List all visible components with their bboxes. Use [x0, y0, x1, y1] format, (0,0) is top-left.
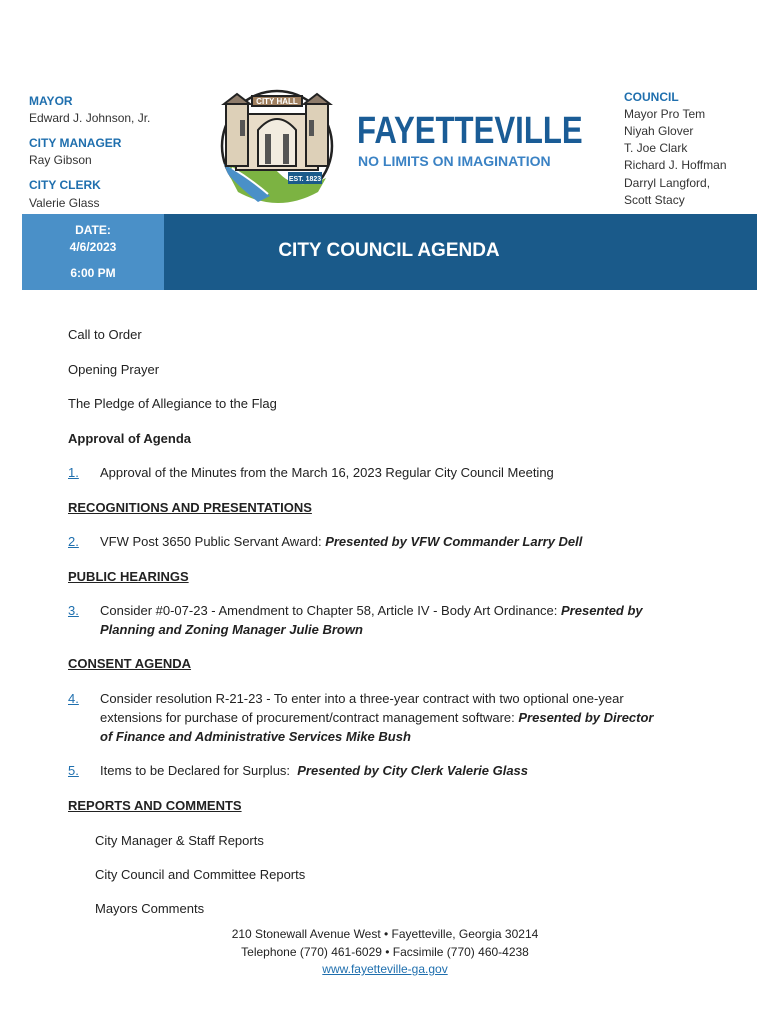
mayor-name: Edward J. Johnson, Jr.: [29, 111, 151, 125]
date-value: 4/6/2023: [69, 240, 117, 254]
report-council: City Council and Committee Reports: [95, 867, 306, 882]
page-title: CITY COUNCIL AGENDA: [278, 240, 500, 261]
footer-phone: Telephone (770) 461-6029 • Facsimile (770) 460-4238: [241, 945, 529, 959]
item-5-text: Items to be Declared for Surplus:: [100, 763, 298, 778]
section-reports: REPORTS AND COMMENTS: [68, 798, 242, 813]
item-4-line-2-text: extensions for purchase of procurement/contract management software:: [100, 710, 519, 725]
footer-website-row: [0, 962, 770, 976]
agenda-approval: Approval of Agenda: [68, 431, 192, 446]
council-member: Darryl Langford,: [624, 176, 711, 190]
city-clerk-label: CITY CLERK: [29, 178, 101, 192]
mayor-label: MAYOR: [29, 94, 73, 108]
section-consent-agenda: CONSENT AGENDA: [68, 656, 192, 671]
item-3-text: Consider #0-07-23 - Amendment to Chapter 58, Article IV - Body Art Ordinance:: [100, 603, 562, 618]
council-label: COUNCIL: [624, 90, 679, 104]
item-5-presenter: Presented by City Clerk Valerie Glass: [297, 763, 529, 778]
council-member: Scott Stacy: [624, 193, 685, 207]
item-5-link[interactable]: 5.: [68, 763, 79, 778]
council-member: T. Joe Clark: [624, 141, 688, 155]
item-3-link[interactable]: 3.: [68, 603, 79, 618]
est-text: EST. 1823: [288, 176, 322, 183]
city-clerk-name: Valerie Glass: [29, 196, 100, 210]
item-1-link[interactable]: 1.: [68, 465, 79, 480]
item-2-presenter: Presented by VFW Commander Larry Dell: [325, 534, 583, 549]
item-4-link[interactable]: 4.: [68, 691, 79, 706]
city-hall-sign-text: CITY HALL: [256, 97, 298, 106]
item-4-presenter-b: of Finance and Administrative Services Mike Bush: [100, 729, 411, 744]
report-mayor: Mayors Comments: [95, 901, 205, 916]
brand-name: FAYETTEVILLE: [357, 110, 583, 152]
time-value: 6:00 PM: [70, 266, 116, 280]
item-3: [100, 603, 643, 618]
item-3-presenter-b: Planning and Zoning Manager Julie Brown: [100, 622, 363, 637]
footer-address: 210 Stonewall Avenue West • Fayetteville, Georgia 30214: [231, 927, 539, 941]
city-hall-logo-icon: [218, 74, 336, 212]
item-4-line-2: [100, 710, 654, 725]
item-2-text: VFW Post 3650 Public Servant Award:: [100, 534, 326, 549]
city-manager-label: CITY MANAGER: [29, 136, 122, 150]
city-manager-name: Ray Gibson: [29, 153, 92, 167]
council-member: Niyah Glover: [624, 124, 694, 138]
section-recognitions: RECOGNITIONS AND PRESENTATIONS: [68, 500, 312, 515]
website-link[interactable]: www.fayetteville-ga.gov: [322, 962, 448, 976]
item-1-text: Approval of the Minutes from the March 16, 2023 Regular City Council Meeting: [100, 465, 554, 480]
agenda-pledge: The Pledge of Allegiance to the Flag: [68, 396, 277, 411]
item-4-line-1: Consider resolution R-21-23 - To enter into a three-year contract with two optional one-year: [100, 691, 624, 706]
item-3-presenter-a: Presented by: [561, 603, 643, 618]
council-member: Richard J. Hoffman: [624, 158, 727, 172]
item-2: [100, 534, 582, 549]
agenda-call-to-order: Call to Order: [68, 327, 142, 342]
item-2-link[interactable]: 2.: [68, 534, 79, 549]
item-4-presenter-a: Presented by Director: [518, 710, 654, 725]
brand-tagline: NO LIMITS ON IMAGINATION: [358, 153, 551, 169]
council-member: Mayor Pro Tem: [624, 107, 706, 121]
section-public-hearings: PUBLIC HEARINGS: [68, 569, 189, 584]
date-label: DATE:: [75, 223, 111, 237]
item-5: [100, 763, 528, 778]
date-panel: [22, 214, 164, 290]
agenda-opening-prayer: Opening Prayer: [68, 362, 160, 377]
report-manager: City Manager & Staff Reports: [95, 833, 264, 848]
